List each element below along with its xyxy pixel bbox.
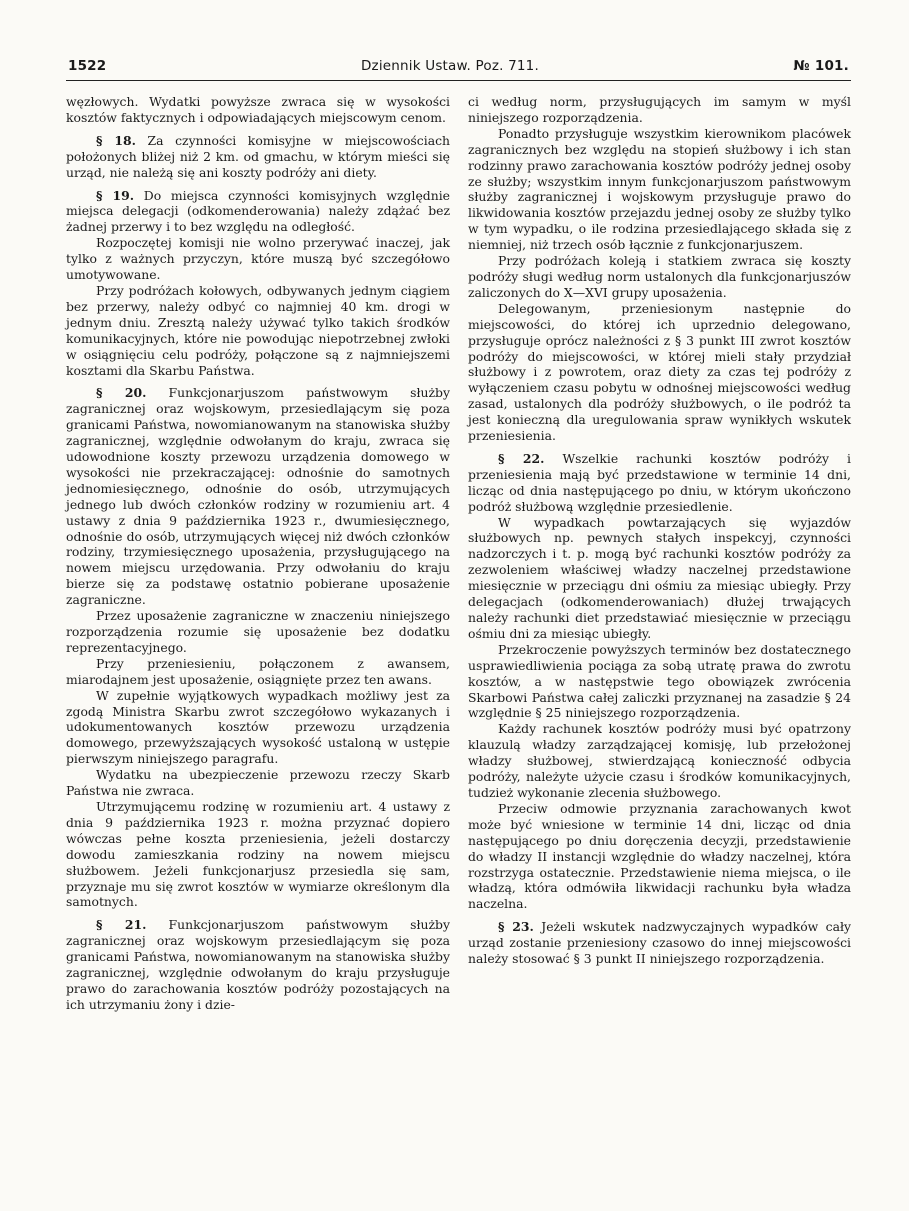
paragraph-text: węzłowych. Wydatki powyższe zwraca się w wysokości kosztów faktycznych i odpowiadających miejscowym cenom. [66, 94, 450, 125]
paragraph [468, 94, 851, 126]
paragraph-text: Przy przeniesieniu, połączonem z awansem, miarodajnem jest uposażenie, osiągnięte przez ten awans. [66, 655, 450, 687]
paragraph-text: W zupełnie wyjątkowych wypadkach możliwy jest za zgodą Ministra Skarbu zwrot szczegółowo wykazanych i udokumentowanych kosztów przewozu urządzenia domowego, przewyższających wysokość ustaloną w ustępie pierwszym niniejszego paragrafu. [66, 687, 450, 767]
paragraph [66, 283, 450, 378]
paragraph [468, 801, 851, 912]
paragraph [468, 642, 851, 722]
paragraph-text: Przeciw odmowie przyznania zarachowanych kwot może być wniesione w terminie 14 dni, licząc od dnia następującego po dniu doręczenia decyzji, przedstawienie do władzy II instancji względnie do władzy naczelnej, która rozstrzyga ostatecznie. Przedstawienie niema miejsca, o ile władzą, która odmówiła likwidacji rachunku była władza naczelna. [468, 800, 851, 912]
section-paragraph [66, 917, 450, 1012]
section-number: § 21. [96, 917, 147, 933]
paragraph [66, 656, 450, 688]
right-column [468, 94, 851, 967]
page-number: 1522 [68, 58, 107, 74]
section-number: § 19. [96, 187, 135, 203]
issue-number: № 101. [793, 58, 849, 74]
paragraph-text: Wszelkie rachunki kosztów podróży i przeniesienia mają być przedstawione w terminie 14 dni, licząc od dnia następującego po dniu, w którym ukończono podróż służbową względnie przesiedlenie. [468, 450, 851, 514]
paragraph-text: Każdy rachunek kosztów podróży musi być opatrzony klauzulą władzy zarządzającej komisję, lub przełożonej władzy służbowej, stwierdzającą konieczność odbycia podróży, należyte użycie czasu i środków komunikacyjnych, tudzież wykonanie zlecenia służbowego. [468, 721, 851, 800]
paragraph [468, 515, 851, 642]
page-header [68, 58, 849, 78]
paragraph-text: Funkcjonarjuszom państwowym służby zagranicznej oraz wojskowym, przesiedlającym się poza granicami Państwa, nowomianowanym na stanowiska służby zagranicznej, względnie odwołanym do kraju, zwraca się udowodnione koszty przewozu urządzenia domowego w wysokości nie przekraczającej: odnośnie do samotnych jednomiesięcznego, odnośnie do osób, utrzymujących jednego lub dwóch członków rodziny w rozumieniu art. 4 ustawy z dnia 9 października 1923 r., dwumiesięcznego, odnośnie do osób, utrzymujących więcej niż dwóch członków rodziny, trzymiesięcznego uposażenia, przysługującego na nowem miejscu urzędowania. Przy odwołaniu do kraju bierze się za podstawę ostatnio pobierane uposażenie zagraniczne. [66, 385, 450, 608]
paragraph-text: Funkcjonarjuszom państwowym służby zagranicznej oraz wojskowym przesiedlającym się poza granicami Państwa, nowomianowanym na stanowiska służby zagranicznej, względnie odwołanym do kraju przysługuje prawo do zarachowania kosztów podróży pozostających na ich utrzymaniu żony i dzie- [66, 917, 450, 1012]
left-column [66, 94, 450, 1013]
journal-title: Dziennik Ustaw. Poz. 711. [360, 58, 539, 74]
paragraph [66, 767, 450, 799]
paragraph-text: Przez uposażenie zagraniczne w znaczeniu niniejszego rozporządzenia rozumie się uposażenie bez dodatku reprezentacyjnego. [66, 608, 450, 655]
paragraph [468, 126, 851, 253]
paragraph [66, 235, 450, 283]
section-paragraph [468, 451, 851, 515]
paragraph [66, 688, 450, 768]
paragraph [66, 799, 450, 910]
paragraph-text: Wydatku na ubezpieczenie przewozu rzeczy Skarb Państwa nie zwraca. [66, 767, 450, 799]
paragraph-text: ci według norm, przysługujących im samym w myśl niniejszego rozporządzenia. [468, 94, 851, 125]
section-number: § 20. [96, 385, 147, 401]
paragraph-text: Za czynności komisyjne w miejscowościach położonych bliżej niż 2 km. od gmachu, w którym mieści się urząd, nie należą się ani koszty podróży ani diety. [66, 132, 450, 180]
paragraph-text: Rozpoczętej komisji nie wolno przerywać inaczej, jak tylko z ważnych przyczyn, które muszą być szczegółowo umotywowane. [66, 235, 450, 283]
section-paragraph [66, 188, 450, 236]
paragraph [66, 94, 450, 126]
section-paragraph [468, 919, 851, 967]
paragraph-text: Do miejsca czynności komisyjnych względnie miejsca delegacji (odkomenderowania) należy zdążać bez żadnej przerwy i to bez względu na odległość. [66, 187, 450, 235]
header-rule [66, 80, 851, 81]
section-number: § 18. [96, 132, 136, 148]
paragraph-text: Ponadto przysługuje wszystkim kierownikom placówek zagranicznych bez względu na stopień służbowy i ich stan rodzinny prawo zarachowania kosztów podróży jednej osoby ze służby; wszystkim innym funkcjonarjuszom państwowym służby zagranicznej i wojskowym przysługuje prawo do likwidowania kosztów przejazdu jednej osoby ze służby tylko w tym wypadku, o ile rodzina przesiedlającego składa się z niemniej, niż trzech osób łącznie z funkcjonarjuszem. [468, 125, 851, 253]
paragraph-text: W wypadkach powtarzających się wyjazdów służbowych np. pewnych stałych inspekcyj, czynności nadzorczych i t. p. mogą być rachunki kosztów podróży za zezwoleniem właściwej władzy naczelnej przedstawione miesięcznie w przeciągu dni ośmiu za miesiąc ubiegły. Przy delegacjach (odkomenderowaniach) dłużej trwających należy rachunki diet przedstawiać miesięcznie w przeciągu ośmiu dni za miesiąc ubiegły. [468, 514, 851, 641]
paragraph [468, 721, 851, 801]
paragraph-text: Przy podróżach koleją i statkiem zwraca się koszty podróży sługi według norm ustalonych dla funkcjonarjuszów zaliczonych do X—XVI grupy uposażenia. [468, 253, 851, 300]
paragraph [66, 608, 450, 656]
paragraph-text: Przy podróżach kołowych, odbywanych jednym ciągiem bez przerwy, należy odbyć co najmniej 40 km. drogi w jednym dniu. Zresztą należy używać tylko takich środków komunikacyjnych, które nie powodując niepotrzebnej zwłoki w osiągnięciu celu podróży, połączone są z najmniejszemi kosztami dla Skarbu Państwa. [66, 282, 450, 378]
section-paragraph [66, 133, 450, 181]
paragraph-text: Jeżeli wskutek nadzwyczajnych wypadków cały urząd zostanie przeniesiony czasowo do innej miejscowości należy stosować § 3 punkt II niniejszego rozporządzenia. [468, 919, 852, 967]
section-number: § 22. [498, 450, 545, 466]
paragraph [468, 301, 851, 444]
paragraph [468, 253, 851, 301]
section-paragraph [66, 385, 450, 608]
paragraph-text: Delegowanym, przeniesionym następnie do miejscowości, do której ich uprzednio delegowano, przysługuje oprócz należności z § 3 punkt III zwrot kosztów podróży do miejscowości, w której mieli stały przydział służbowy i z powrotem, oraz diety za czas tej podróży z wyłączeniem czasu pobytu w odnośnej miejscowości według zasad, ustalonych dla podróży służbowych, o ile podróż ta jest konieczną dla uregulowania spraw wynikłych wskutek przeniesienia. [468, 300, 851, 444]
section-number: § 23. [498, 919, 534, 935]
paragraph-text: Utrzymującemu rodzinę w rozumieniu art. 4 ustawy z dnia 9 października 1923 r. można przyznać dopiero wówczas pełne koszta przeniesienia, jeżeli dostarczy dowodu zamieszkania rodziny na nowem miejscu służbowem. Jeżeli funkcjonarjusz przesiedla się sam, przyznaje mu się zwrot kosztów w wymiarze określonym dla samotnych. [66, 798, 450, 910]
paragraph-text: Przekroczenie powyższych terminów bez dostatecznego usprawiedliwienia pociąga za sobą utratę prawa do zwrotu kosztów, a w następstwie tego obowiązek zwrócenia Skarbowi Państwa całej zaliczki przyznanej na zasadzie § 24 względnie § 25 niniejszego rozporządzenia. [468, 641, 851, 721]
